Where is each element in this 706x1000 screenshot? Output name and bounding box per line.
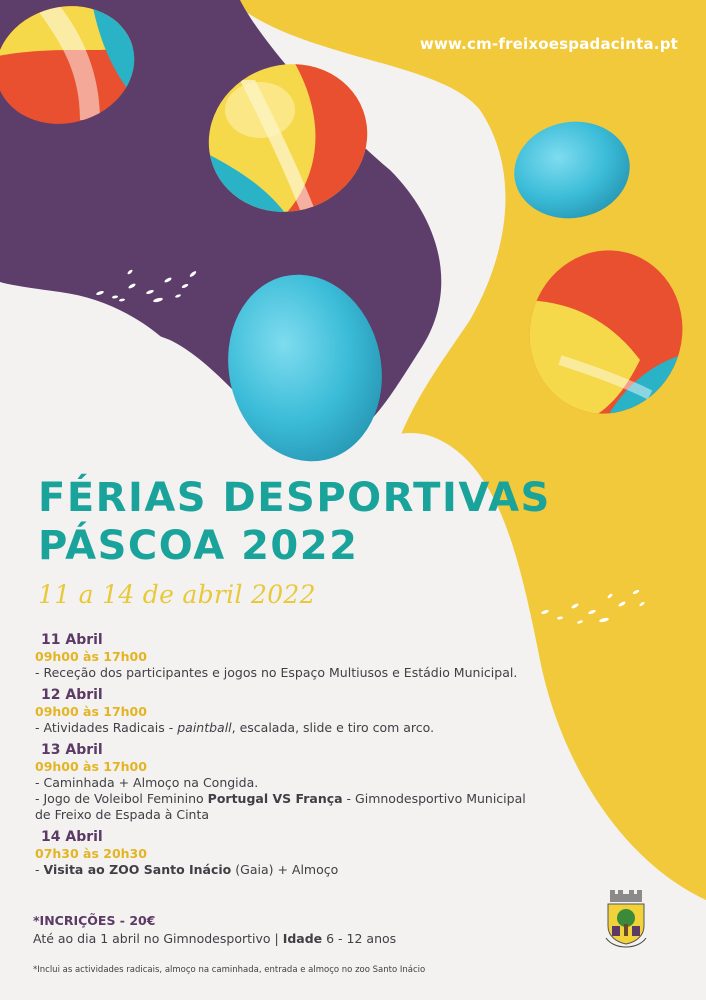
- day-time: 09h00 às 17h00: [35, 649, 147, 664]
- activity-line: [35, 862, 635, 878]
- activity-line: [35, 720, 635, 736]
- activity-line: [35, 775, 635, 791]
- day-time: 09h00 às 17h00: [35, 704, 147, 719]
- day-title: 13 Abril: [41, 742, 103, 758]
- day-title: 12 Abril: [41, 687, 103, 703]
- registration-label: *INCRIÇÕES - 20€: [33, 913, 156, 928]
- activity-line: [35, 791, 635, 807]
- text-segment: - Atividades Radicais -: [35, 720, 178, 735]
- event-dates: 11 a 14 de abril 2022: [38, 580, 316, 609]
- text-segment: , escalada, slide e tiro com arco.: [231, 720, 435, 735]
- day-time: 09h00 às 17h00: [35, 759, 147, 774]
- text-segment: 6 - 12 anos: [322, 931, 397, 946]
- day-time: 07h30 às 20h30: [35, 846, 147, 861]
- text-segment: -: [35, 862, 44, 877]
- text-segment: paintball: [177, 720, 232, 735]
- website-url: www.cm-freixoespadacinta.pt: [419, 35, 678, 53]
- day-title: 14 Abril: [41, 829, 103, 845]
- schedule-day: [35, 742, 635, 823]
- activity-line: [35, 807, 635, 823]
- schedule-day: [35, 829, 635, 878]
- text-segment: Até ao dia 1 abril no Gimnodesportivo |: [33, 931, 283, 946]
- schedule-day: [35, 687, 635, 736]
- text-segment: - Caminhada + Almoço na Congida.: [35, 775, 259, 790]
- registration-details: [33, 931, 396, 946]
- text-segment: Portugal VS França: [207, 791, 343, 806]
- municipal-crest-icon: [600, 890, 652, 954]
- day-title: 11 Abril: [41, 632, 103, 648]
- schedule-day: [35, 632, 635, 681]
- text-segment: - Receção dos participantes e jogos no Espaço Multiusos e Estádio Municipal.: [35, 665, 518, 680]
- text-segment: - Gimnodesportivo Municipal: [342, 791, 526, 806]
- text-segment: Visita ao ZOO Santo Inácio: [43, 862, 232, 877]
- text-segment: - Jogo de Voleibol Feminino: [35, 791, 208, 806]
- text-segment: (Gaia) + Almoço: [231, 862, 339, 877]
- text-segment: Idade: [282, 931, 323, 946]
- activity-line: [35, 665, 635, 681]
- title-line-1: FÉRIAS DESPORTIVAS: [38, 475, 551, 521]
- title-line-2: PÁSCOA 2022: [38, 523, 359, 569]
- footnote: *Inclui as actividades radicais, almoço na caminhada, entrada e almoço no zoo Santo Inácio: [33, 965, 426, 975]
- schedule-list: [35, 632, 635, 884]
- text-segment: de Freixo de Espada à Cinta: [35, 807, 210, 822]
